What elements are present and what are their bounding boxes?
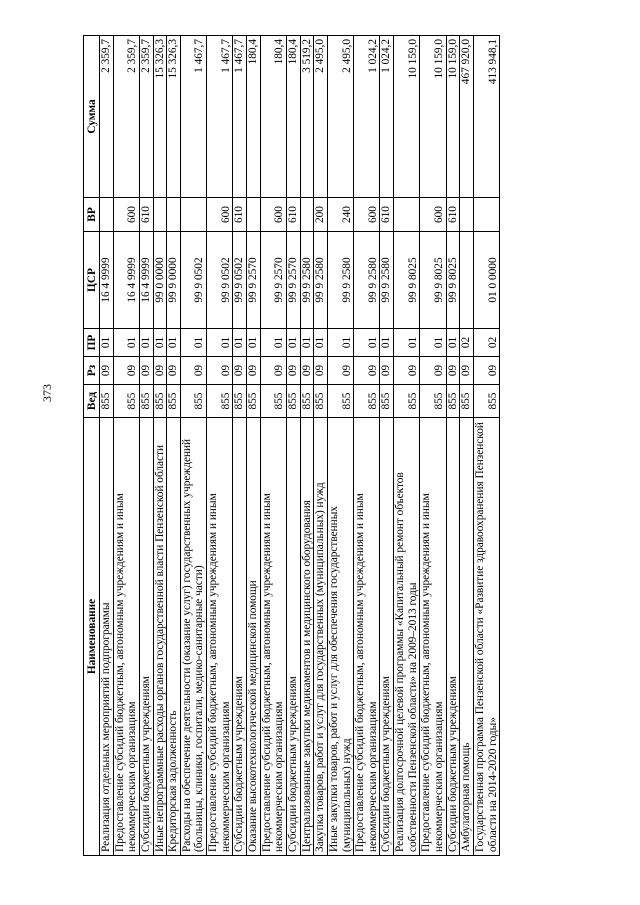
cell-rz: 09 — [247, 357, 261, 385]
cell-name: Оказание высокотехнологической медицинской помощи — [247, 418, 261, 856]
cell-name: Субсидии бюджетным учреждениям — [139, 418, 153, 856]
cell-name: Предоставление субсидий бюджетным, автономным учреждениям и иным некоммерческим организациям — [420, 418, 446, 856]
cell-pr: 01 — [327, 329, 353, 357]
cell-name: Государственная программа Пензенской области «Развитие здравоохранения Пензенской области на 2014-2020 годы» — [473, 418, 499, 856]
cell-vr: 610 — [286, 198, 300, 232]
header-csr: ЦСР — [84, 232, 100, 329]
cell-ved: 855 — [473, 385, 499, 418]
cell-ved: 855 — [233, 385, 247, 418]
cell-pr: 01 — [100, 329, 114, 357]
cell-ved: 855 — [394, 385, 420, 418]
cell-vr: 240 — [327, 198, 353, 232]
header-pr: ПР — [84, 329, 100, 357]
cell-name: Субсидии бюджетным учреждениям — [446, 418, 460, 856]
cell-sum: 15 326,3 — [167, 36, 181, 198]
cell-name: Иные непрограммные расходы органов государственной власти Пензенской области — [153, 418, 167, 856]
cell-sum: 2 359,7 — [100, 36, 114, 198]
cell-vr — [167, 198, 181, 232]
cell-csr: 99 9 2580 — [354, 232, 380, 329]
cell-sum: 1 024,2 — [354, 36, 380, 198]
table-row — [314, 36, 328, 856]
table-row — [167, 36, 181, 856]
cell-pr: 01 — [420, 329, 446, 357]
table-row — [380, 36, 394, 856]
cell-rz: 09 — [300, 357, 314, 385]
cell-vr: 600 — [354, 198, 380, 232]
cell-rz: 09 — [460, 357, 474, 385]
cell-csr: 99 9 2580 — [314, 232, 328, 329]
cell-rz: 09 — [473, 357, 499, 385]
cell-csr — [460, 232, 474, 329]
cell-name: Закупка товаров, работ и услуг для государственных (муниципальных) нужд — [314, 418, 328, 856]
cell-csr: 99 9 0502 — [233, 232, 247, 329]
cell-sum: 180,4 — [247, 36, 261, 198]
header-rz: Рз — [84, 357, 100, 385]
cell-pr: 01 — [247, 329, 261, 357]
cell-pr: 02 — [473, 329, 499, 357]
cell-vr: 610 — [233, 198, 247, 232]
cell-ved: 855 — [180, 385, 206, 418]
cell-ved: 855 — [460, 385, 474, 418]
cell-csr: 99 9 8025 — [394, 232, 420, 329]
cell-sum: 15 326,3 — [153, 36, 167, 198]
cell-vr: 600 — [113, 198, 139, 232]
cell-vr — [100, 198, 114, 232]
cell-rz: 09 — [100, 357, 114, 385]
cell-vr — [180, 198, 206, 232]
cell-sum: 413 948,1 — [473, 36, 499, 198]
cell-name: Реализация отдельных мероприятий подпрограммы — [100, 418, 114, 856]
cell-ved: 855 — [139, 385, 153, 418]
cell-pr: 01 — [394, 329, 420, 357]
cell-vr: 610 — [139, 198, 153, 232]
cell-pr: 01 — [233, 329, 247, 357]
cell-sum: 2 359,7 — [139, 36, 153, 198]
table-row — [446, 36, 460, 856]
cell-vr — [473, 198, 499, 232]
cell-csr: 16 4 9999 — [139, 232, 153, 329]
cell-pr: 02 — [460, 329, 474, 357]
cell-sum: 180,4 — [260, 36, 286, 198]
cell-ved: 855 — [354, 385, 380, 418]
cell-csr: 99 0 0000 — [153, 232, 167, 329]
table-row — [327, 36, 353, 856]
cell-csr: 99 9 2580 — [300, 232, 314, 329]
cell-name: Амбулаторная помощь — [460, 418, 474, 856]
cell-ved: 855 — [446, 385, 460, 418]
cell-ved: 855 — [260, 385, 286, 418]
cell-rz: 09 — [286, 357, 300, 385]
cell-vr: 600 — [420, 198, 446, 232]
cell-ved: 855 — [380, 385, 394, 418]
table-row — [100, 36, 114, 856]
cell-ved: 855 — [167, 385, 181, 418]
cell-name: Предоставление субсидий бюджетным, автономным учреждениям и иным некоммерческим организациям — [113, 418, 139, 856]
header-sum: Сумма — [84, 36, 100, 198]
cell-pr: 01 — [113, 329, 139, 357]
cell-name: Предоставление субсидий бюджетным, автономным учреждениям и иным некоммерческим организациям — [354, 418, 380, 856]
cell-vr: 610 — [446, 198, 460, 232]
cell-csr: 99 9 0000 — [167, 232, 181, 329]
cell-name: Реализация долгосрочной целевой программы «Капитальный ремонт объектов собственности Пензенской области» на 2009–2013 годы — [394, 418, 420, 856]
cell-pr: 01 — [300, 329, 314, 357]
cell-csr: 99 9 2570 — [260, 232, 286, 329]
table-row — [460, 36, 474, 856]
cell-pr: 01 — [380, 329, 394, 357]
cell-rz: 09 — [314, 357, 328, 385]
cell-ved: 855 — [153, 385, 167, 418]
cell-name: Предоставление субсидий бюджетным, автономным учреждениям и иным некоммерческим организациям — [260, 418, 286, 856]
cell-csr: 99 9 2570 — [247, 232, 261, 329]
cell-rz: 09 — [446, 357, 460, 385]
table-row — [420, 36, 446, 856]
cell-rz: 09 — [420, 357, 446, 385]
cell-ved: 855 — [247, 385, 261, 418]
cell-vr — [153, 198, 167, 232]
header-name: Наименование — [84, 418, 100, 856]
cell-pr: 01 — [207, 329, 233, 357]
cell-pr: 01 — [260, 329, 286, 357]
cell-ved: 855 — [207, 385, 233, 418]
table-row — [180, 36, 206, 856]
rotated-page-content — [83, 36, 545, 856]
cell-rz: 09 — [260, 357, 286, 385]
cell-rz: 09 — [153, 357, 167, 385]
cell-rz: 09 — [394, 357, 420, 385]
cell-ved: 855 — [113, 385, 139, 418]
cell-pr: 01 — [167, 329, 181, 357]
cell-vr — [460, 198, 474, 232]
budget-table — [83, 35, 500, 856]
table-row — [260, 36, 286, 856]
cell-pr: 01 — [286, 329, 300, 357]
table-row — [207, 36, 233, 856]
cell-name: Субсидии бюджетным учреждениям — [380, 418, 394, 856]
cell-name: Предоставление субсидий бюджетным, автономным учреждениям и иным некоммерческим организациям — [207, 418, 233, 856]
cell-sum: 2 359,7 — [113, 36, 139, 198]
table-row — [354, 36, 380, 856]
table-row — [153, 36, 167, 856]
table-row — [139, 36, 153, 856]
cell-ved: 855 — [327, 385, 353, 418]
cell-csr: 99 9 8025 — [420, 232, 446, 329]
cell-vr — [300, 198, 314, 232]
header-ved: Вед — [84, 385, 100, 418]
cell-sum: 1 467,7 — [233, 36, 247, 198]
cell-csr: 99 9 8025 — [446, 232, 460, 329]
table-row — [247, 36, 261, 856]
cell-vr: 610 — [380, 198, 394, 232]
cell-sum: 1 467,7 — [207, 36, 233, 198]
table-row — [394, 36, 420, 856]
table-row — [286, 36, 300, 856]
cell-name: Субсидии бюджетным учреждениям — [233, 418, 247, 856]
table-header-row — [84, 36, 100, 856]
cell-sum: 467 920,0 — [460, 36, 474, 198]
cell-sum: 1 467,7 — [180, 36, 206, 198]
cell-sum: 1 024,2 — [380, 36, 394, 198]
cell-ved: 855 — [300, 385, 314, 418]
cell-rz: 09 — [354, 357, 380, 385]
cell-rz: 09 — [207, 357, 233, 385]
table-row — [300, 36, 314, 856]
cell-pr: 01 — [446, 329, 460, 357]
cell-sum: 10 159,0 — [394, 36, 420, 198]
cell-csr: 99 9 2580 — [380, 232, 394, 329]
cell-sum: 2 495,0 — [327, 36, 353, 198]
cell-name: Расходы на обеспечение деятельности (оказание услуг) государственных учреждений (больницы, клиники, госпитали, медико-санитарные части) — [180, 418, 206, 856]
cell-csr: 99 9 0502 — [180, 232, 206, 329]
cell-ved: 855 — [286, 385, 300, 418]
cell-vr: 200 — [314, 198, 328, 232]
cell-name: Кредиторская задолженность — [167, 418, 181, 856]
cell-ved: 855 — [100, 385, 114, 418]
cell-rz: 09 — [233, 357, 247, 385]
cell-pr: 01 — [354, 329, 380, 357]
cell-vr — [394, 198, 420, 232]
cell-pr: 01 — [153, 329, 167, 357]
cell-pr: 01 — [139, 329, 153, 357]
cell-vr: 600 — [260, 198, 286, 232]
cell-sum: 180,4 — [286, 36, 300, 198]
cell-rz: 09 — [139, 357, 153, 385]
cell-vr: 600 — [207, 198, 233, 232]
cell-name: Иные закупки товаров, работ и услуг для обеспечения государственных (муниципальных) нужд — [327, 418, 353, 856]
cell-name: Субсидии бюджетным учреждениям — [286, 418, 300, 856]
cell-csr: 99 9 2570 — [286, 232, 300, 329]
cell-ved: 855 — [314, 385, 328, 418]
cell-rz: 09 — [327, 357, 353, 385]
cell-rz: 09 — [167, 357, 181, 385]
cell-rz: 09 — [113, 357, 139, 385]
table-row — [473, 36, 499, 856]
page-number: 373 — [40, 384, 54, 402]
table-row — [113, 36, 139, 856]
cell-sum: 10 159,0 — [446, 36, 460, 198]
cell-csr: 16 4 9999 — [113, 232, 139, 329]
header-vr: ВР — [84, 198, 100, 232]
cell-csr: 99 9 2580 — [327, 232, 353, 329]
cell-csr: 01 0 0000 — [473, 232, 499, 329]
cell-name: Централизованные закупки медикаментов и медицинского оборудования — [300, 418, 314, 856]
cell-rz: 09 — [180, 357, 206, 385]
table-row — [233, 36, 247, 856]
cell-csr: 99 9 0502 — [207, 232, 233, 329]
cell-ved: 855 — [420, 385, 446, 418]
cell-sum: 10 159,0 — [420, 36, 446, 198]
cell-sum: 3 519,2 — [300, 36, 314, 198]
cell-csr: 16 4 9999 — [100, 232, 114, 329]
cell-pr: 01 — [180, 329, 206, 357]
cell-sum: 2 495,0 — [314, 36, 328, 198]
cell-rz: 09 — [380, 357, 394, 385]
cell-vr — [247, 198, 261, 232]
cell-pr: 01 — [314, 329, 328, 357]
